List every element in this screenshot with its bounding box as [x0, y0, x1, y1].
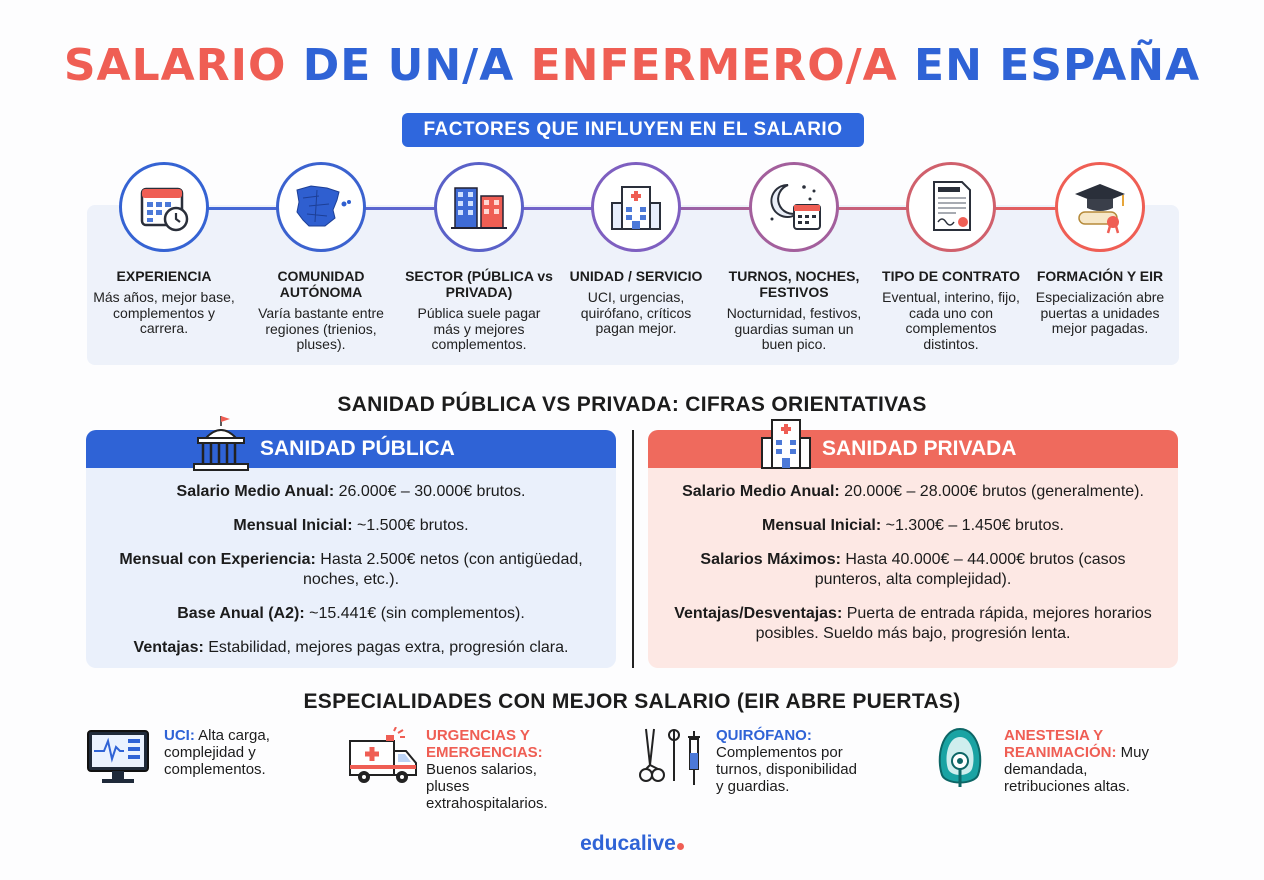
- logo-dot: [677, 843, 684, 850]
- panel-divider: [632, 430, 634, 668]
- public-health-panel: [86, 430, 616, 668]
- public-row: Mensual con Experiencia: Hasta 2.500€ netos (con antigüedad, noches, etc.).: [119, 551, 583, 588]
- public-row: Ventajas: Estabilidad, mejores pagas extra, progresión clara.: [133, 639, 569, 656]
- surgical-tools-icon: [636, 727, 708, 791]
- public-row: Mensual Inicial: ~1.500€ brutos.: [233, 517, 469, 534]
- title-part-2: DE UN/A: [302, 40, 515, 91]
- specialty-text: UCI: Alta carga, complejidad y complementos.: [164, 727, 270, 778]
- public-row: Base Anual (A2): ~15.441€ (sin complementos).: [177, 605, 525, 622]
- factor-contrato: [876, 162, 1026, 352]
- private-row: Ventajas/Desventajas: Puerta de entrada rápida, mejores horarios posibles. Sueldo más bajo, progresión lenta.: [674, 605, 1152, 642]
- ambulance-icon: [346, 727, 418, 791]
- private-hospital-icon: [760, 416, 812, 477]
- private-row: Salario Medio Anual: 20.000€ – 28.000€ brutos (generalmente).: [682, 483, 1144, 500]
- factors-heading: FACTORES QUE INFLUYEN EN EL SALARIO: [402, 113, 864, 147]
- spain-map-icon: [276, 162, 366, 252]
- specialty-urgencias: [346, 727, 576, 812]
- specialty-anestesia: [924, 727, 1154, 795]
- specialty-text: QUIRÓFANO: Complementos por turnos, disponibilidad y guardias.: [716, 727, 857, 795]
- title-part-4: EN ESPAÑA: [914, 40, 1201, 91]
- factor-title: COMUNIDAD AUTÓNOMA: [277, 268, 365, 300]
- government-building-icon: [190, 414, 252, 479]
- title-part-3: ENFERMERO/A: [530, 40, 898, 91]
- public-panel-title: SANIDAD PÚBLICA: [260, 437, 455, 460]
- graduation-cap-icon: [1055, 162, 1145, 252]
- factor-sector: [404, 162, 554, 353]
- factor-desc: Pública suele pagar más y mejores complementos.: [417, 305, 541, 352]
- private-panel-header: [648, 430, 1178, 468]
- moon-calendar-icon: [749, 162, 839, 252]
- factor-title: UNIDAD / SERVICIO: [569, 268, 703, 284]
- educalive-logo[interactable]: educalive: [0, 832, 1264, 856]
- calendar-clock-icon: [119, 162, 209, 252]
- factor-desc: UCI, urgencias, quirófano, críticos pagan mejor.: [580, 289, 692, 336]
- factor-turnos: [719, 162, 869, 353]
- public-panel-body: [86, 468, 616, 658]
- factor-title: TIPO DE CONTRATO: [882, 268, 1020, 284]
- monitor-icon: [84, 727, 156, 791]
- comparison-heading: SANIDAD PÚBLICA VS PRIVADA: CIFRAS ORIENTATIVAS: [337, 393, 927, 416]
- factor-experiencia: [89, 162, 239, 337]
- title-part-1: SALARIO: [63, 40, 287, 91]
- specialty-text: ANESTESIA Y REANIMACIÓN: Muy demandada, retribuciones altas.: [1004, 727, 1150, 795]
- public-row: Salario Medio Anual: 26.000€ – 30.000€ brutos.: [176, 483, 526, 500]
- factor-desc: Eventual, interino, fijo, cada uno con complementos distintos.: [882, 289, 1020, 352]
- public-panel-header: [86, 430, 616, 468]
- specialty-quirofano: [636, 727, 866, 795]
- anesthesia-mask-icon: [924, 727, 996, 791]
- private-panel-title: SANIDAD PRIVADA: [822, 437, 1017, 460]
- specialty-uci: [84, 727, 314, 791]
- factor-title: SECTOR (PÚBLICA vs PRIVADA): [405, 268, 553, 300]
- factor-unidad: [561, 162, 711, 337]
- factor-desc: Varía bastante entre regiones (trienios, pluses).: [258, 305, 384, 352]
- factor-desc: Más años, mejor base, complementos y carrera.: [93, 289, 235, 336]
- factor-title: EXPERIENCIA: [116, 268, 212, 284]
- hospital-icon: [591, 162, 681, 252]
- buildings-icon: [434, 162, 524, 252]
- contract-icon: [906, 162, 996, 252]
- private-panel-body: [648, 468, 1178, 644]
- private-health-panel: [648, 430, 1178, 668]
- factor-desc: Especialización abre puertas a unidades mejor pagadas.: [1035, 289, 1165, 336]
- factor-comunidad: [246, 162, 396, 353]
- factor-title: FORMACIÓN Y EIR: [1036, 268, 1164, 284]
- factor-formacion: [1025, 162, 1175, 337]
- specialties-heading: ESPECIALIDADES CON MEJOR SALARIO (EIR ABRE PUERTAS): [303, 690, 961, 713]
- private-row: Salarios Máximos: Hasta 40.000€ – 44.000€ brutos (casos punteros, alta complejidad).: [700, 551, 1126, 588]
- page-title: [0, 40, 1264, 91]
- specialty-text: URGENCIAS Y EMERGENCIAS: Buenos salarios, pluses extrahospitalarios.: [426, 727, 548, 812]
- factor-desc: Nocturnidad, festivos, guardias suman un buen pico.: [726, 305, 862, 352]
- factor-title: TURNOS, NOCHES, FESTIVOS: [728, 268, 860, 300]
- private-row: Mensual Inicial: ~1.300€ – 1.450€ brutos.: [762, 517, 1064, 534]
